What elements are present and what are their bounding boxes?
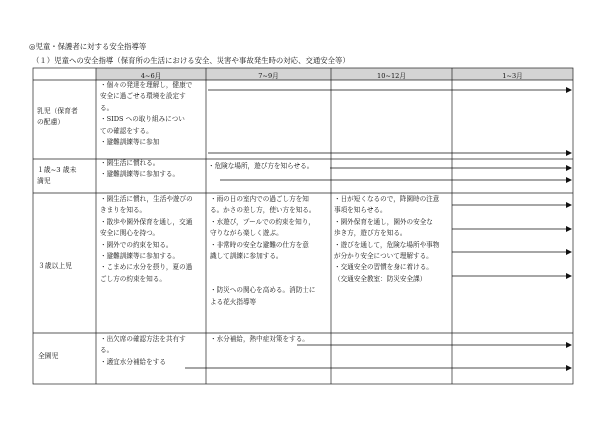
cell-line: ・非常時の安全な避難の仕方を意 <box>210 240 309 249</box>
cell-line: きまりを知る。 <box>100 206 147 215</box>
cell-line: ・雨の日の室内での過ごし方を知 <box>210 195 309 203</box>
cell-line: ・水分補給，熱中症対策をする。 <box>210 335 309 343</box>
row-label-toddler: １歳~3 歳未 満児 <box>37 166 77 185</box>
cell-over-three-jul-sep <box>210 194 316 308</box>
cell-all-jul-sep <box>210 334 309 345</box>
cell-line: ・SIDS への取り組みについ <box>100 115 185 124</box>
cell-line: ・日が短くなるので，降園時の注意 <box>334 195 440 203</box>
cell-line: ・避難訓練等に参加 <box>100 138 160 147</box>
cell-line: （交通安全教室：防災安全課） <box>334 274 427 283</box>
column-header-apr-jun: 4~6月 <box>140 72 162 80</box>
cell-line: よる花火指導等 <box>210 297 257 306</box>
row-label-infant: 乳児（保育者 の配慮） <box>37 107 78 126</box>
cell-line: 安全に関心を持つ。 <box>100 229 160 238</box>
cell-line: ての確認をする。 <box>100 126 153 135</box>
document-subtitle: （１）児童への安全指導（保育所の生活における安全、災害や事故発生時の対応、交通安全等） <box>32 56 350 65</box>
cell-line: 識して訓練に参加する。 <box>210 252 283 261</box>
cell-line <box>210 262 316 273</box>
cell-line: ・避難訓練等に参加する。 <box>100 170 180 179</box>
cell-line: ・避難訓練等に参加する。 <box>100 252 180 261</box>
cell-line: 歩き方，遊び方を知る。 <box>334 229 407 238</box>
cell-line: る。 <box>100 346 114 355</box>
cell-line: ・危険な場所，遊び方を知らせる。 <box>208 162 314 170</box>
cell-toddler-apr-jun <box>100 158 179 181</box>
document-title: ◎児童・保護者に対する安全指導等 <box>29 42 147 51</box>
cell-line: ・防災への関心を高める。消防士に <box>210 286 316 295</box>
cell-line: ・個々の発達を理解し，健康で <box>100 81 193 89</box>
cell-line: ・出欠席の確認方法を共有す <box>100 335 186 343</box>
cell-line: ・遊びを通して，危険な場所や事物 <box>334 240 440 249</box>
cell-all-apr-jun <box>100 334 186 368</box>
column-header-jan-mar: 1~3月 <box>502 72 523 80</box>
cell-line <box>210 274 316 285</box>
cell-line: ・水遊び，プールでの約束を知り， <box>210 217 315 226</box>
cell-line: ・園外での約束を知る。 <box>100 240 173 249</box>
cell-line: る。 <box>100 103 114 112</box>
cell-line: ・散歩や園外保育を通し，交通 <box>100 217 193 226</box>
cell-line: が分かり安全について理解する。 <box>334 252 433 261</box>
cell-toddler-jul-sep <box>208 161 313 172</box>
cell-line: ・園外保育を通し，園外の安全な <box>334 217 433 226</box>
row-label-over-three: ３歳以上児 <box>38 262 72 270</box>
column-header-jul-sep: 7~9月 <box>258 72 279 80</box>
cell-line: ・園生活に慣れ，生活や遊びの <box>100 195 193 203</box>
cell-line: ・適宜水分補給をする <box>100 357 166 366</box>
cell-over-three-apr-jun <box>100 194 193 285</box>
cell-line: る。かさの差し方，使い方を知る。 <box>210 206 316 215</box>
cell-line: 安全に過ごせる環境を設定す <box>100 92 186 101</box>
row-label-all-children: 全園児 <box>38 352 59 360</box>
cell-line: ・園生活に慣れる。 <box>100 159 160 167</box>
cell-over-three-oct-dec <box>334 194 439 285</box>
cell-line: 守りながら楽しく遊ぶ。 <box>210 229 283 238</box>
column-header-oct-dec: 10~12月 <box>377 72 406 80</box>
cell-infant-apr-jun <box>100 80 192 148</box>
cell-line: ・こまめに水分を摂り，夏の過 <box>100 263 193 272</box>
cell-line: ごし方の約束を知る。 <box>100 274 166 283</box>
cell-line: ・交通安全の習慣を身に着ける。 <box>334 263 433 272</box>
cell-line: 事項を知らせる。 <box>334 206 387 215</box>
